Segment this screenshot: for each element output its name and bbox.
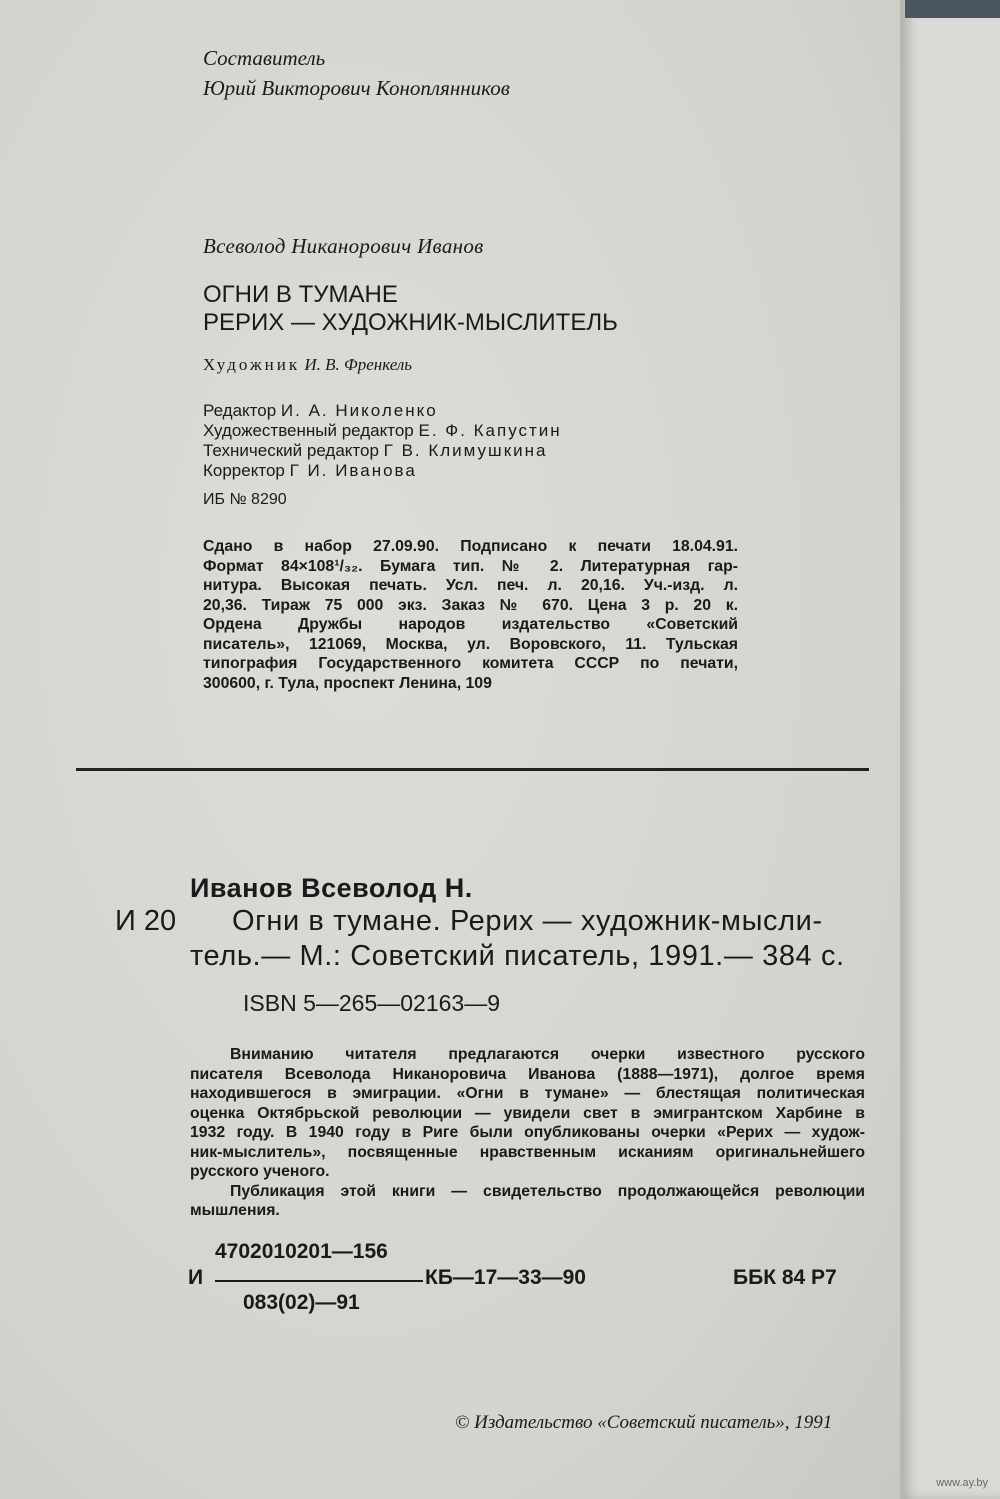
credit-row — [203, 401, 562, 421]
credit-row — [203, 421, 562, 441]
annotation-line: писателя Всеволода Никаноровича Иванова (1888—1971), долгое время — [190, 1065, 865, 1083]
credit-name: Е. Ф. Капустин — [418, 421, 562, 440]
artist-name: И. В. Френкель — [304, 355, 413, 374]
classification-fraction-line — [215, 1280, 423, 1282]
imprint-line: Ордена Дружбы народов издательство «Советский — [203, 616, 738, 633]
credit-row — [203, 441, 562, 461]
catalog-card-title-line2: тель.— М.: Советский писатель, 1991.— 384 с. — [190, 940, 845, 972]
annotation-line: находившегося в эмиграции. «Огни в тумане» — блестящая политическая — [190, 1085, 865, 1102]
imprint-line: писатель», 121069, Москва, ул. Воровского, 11. Тульская — [203, 635, 738, 653]
author-name: Всеволод Никанорович Иванов — [203, 234, 484, 258]
credit-role: Художественный редактор — [203, 421, 414, 440]
classification-letter: И — [188, 1266, 204, 1289]
credit-row — [203, 461, 562, 481]
annotation-line: мышления. — [190, 1202, 280, 1219]
catalog-card-title-line1: Огни в тумане. Рерих — художник-мысли- — [232, 905, 823, 937]
compiler-label: Составитель — [203, 46, 326, 70]
next-page-edge — [900, 0, 1000, 1499]
credit-name: Г В. Климушкина — [383, 441, 548, 460]
compiler-name: Юрий Викторович Коноплянников — [203, 76, 510, 100]
imprint-line: нитура. Высокая печать. Усл. печ. л. 20,16. Уч.-изд. л. — [203, 577, 738, 594]
artist-label: Художник — [203, 355, 301, 374]
book-title-line2: РЕРИХ — ХУДОЖНИК-МЫСЛИТЕЛЬ — [203, 309, 618, 336]
annotation-line: 1932 году. В 1940 году в Риге были опубликованы очерки «Рерих — худож- — [190, 1124, 865, 1141]
classification-kb: КБ—17—33—90 — [425, 1266, 586, 1289]
bbk-code: ББК 84 Р7 — [733, 1266, 837, 1289]
catalog-card-author: Иванов Всеволод Н. — [190, 873, 473, 903]
annotation-line: оценка Октябрьской революции — увидели свет в эмигрантском Харбине в — [190, 1104, 865, 1122]
isbn: ISBN 5—265—02163—9 — [243, 990, 500, 1016]
credit-name: И. А. Николенко — [280, 401, 438, 420]
catalog-card-code: И 20 — [115, 905, 177, 937]
imprint-line: 300600, г. Тула, проспект Ленина, 109 — [203, 674, 492, 692]
credit-name: Г И. Иванова — [289, 461, 417, 480]
annotation-line: Вниманию читателя предлагаются очерки известного русского — [230, 1046, 865, 1063]
section-divider — [76, 768, 869, 771]
credit-role: Корректор — [203, 461, 285, 480]
artist-credit — [203, 355, 412, 375]
copyright-line: © Издательство «Советский писатель», 1991 — [455, 1412, 833, 1433]
annotation-line: русского ученого. — [190, 1163, 330, 1180]
annotation-block — [190, 1045, 865, 1221]
watermark: www.ay.by — [936, 1477, 988, 1489]
classification-code-top: 4702010201—156 — [215, 1240, 388, 1263]
editorial-credits — [203, 401, 562, 481]
imprint-line: типография Государственного комитета СССР по печати, — [203, 655, 738, 672]
credit-role: Редактор — [203, 401, 277, 420]
book-title-line1: ОГНИ В ТУМАНЕ — [203, 281, 398, 308]
imprint-line: Формат 84×108¹/₃₂. Бумага тип. № 2. Литературная гар- — [203, 557, 738, 575]
imprint-block — [203, 537, 738, 693]
imprint-line: 20,36. Тираж 75 000 экз. Заказ № 670. Цена 3 р. 20 к. — [203, 596, 738, 614]
background-strip — [905, 0, 1000, 18]
compiler-block — [203, 43, 510, 103]
imprint-line: Сдано в набор 27.09.90. Подписано к печати 18.04.91. — [203, 538, 738, 555]
ib-number: ИБ № 8290 — [203, 491, 287, 508]
annotation-line: Публикация этой книги — свидетельство продолжающейся революции — [230, 1182, 865, 1200]
credit-role: Технический редактор — [203, 441, 379, 460]
annotation-line: ник-мыслитель», посвященные нравственным исканиям оригинальнейшего — [190, 1143, 865, 1161]
classification-code-bottom: 083(02)—91 — [243, 1291, 360, 1314]
